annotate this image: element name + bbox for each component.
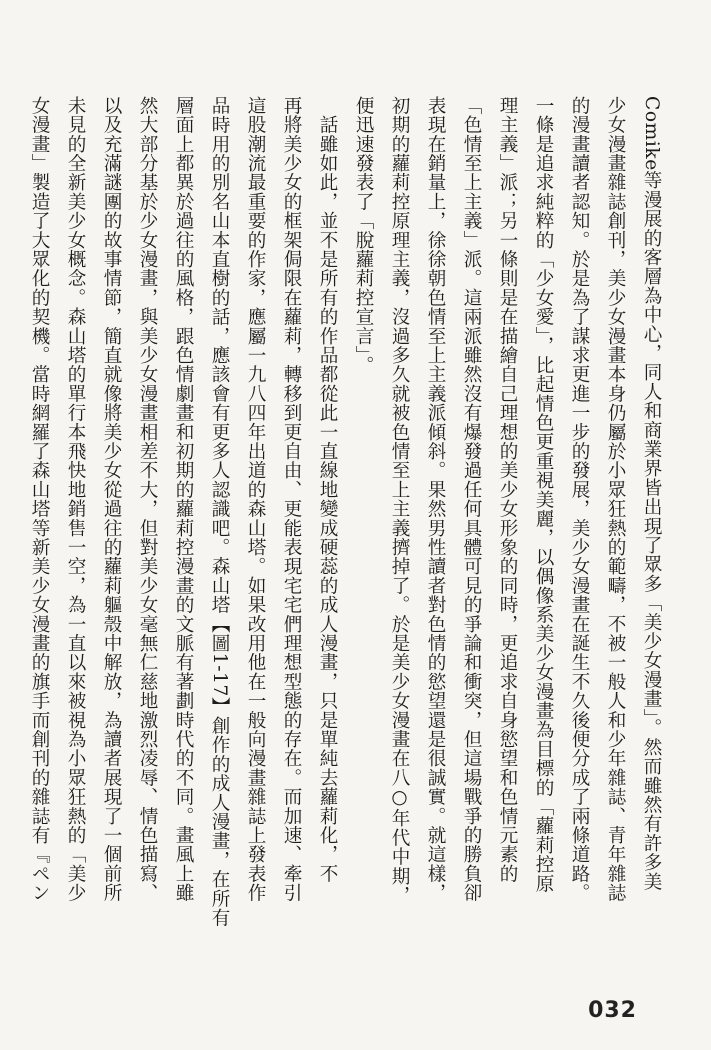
text-column: 然大部分基於少女漫畫，與美少女漫畫相差不大，但對美少女毫無仁慈地激烈凌辱、情色描寫、	[137, 96, 158, 903]
text-column: 便迅速發表了「脫蘿莉控宣言」。	[353, 96, 374, 375]
text-column: 層面上都異於過往的風格，跟色情劇畫和初期的蘿莉控漫畫的文脈有著劃時代的不同。畫風上雖	[173, 96, 194, 903]
text-column: 少女漫畫雜誌創刊，美少女漫畫本身仍屬於小眾狂熱的範疇，不被一般人和少年雜誌、青年雜誌	[605, 96, 626, 903]
text-column: Comike等漫展的客層為中心，同人和商業界皆出現了眾多「美少女漫畫」。然而雖然有許多美	[641, 96, 662, 892]
body-text	[0, 96, 711, 946]
text-column: 話雖如此，並不是所有的作品都從此一直線地變成硬蕊的成人漫畫，只是單純去蘿莉化，不	[317, 96, 338, 884]
text-column: 以及充滿謎團的故事情節，簡直就像將美少女從過往的蘿莉軀殼中解放，為讀者展現了一個前所	[101, 96, 122, 903]
page-number: 032	[588, 998, 637, 1023]
text-column: 女漫畫」製造了大眾化的契機。當時網羅了森山塔等新美少女漫畫的旗手而創刊的雜誌有『ペン	[29, 96, 50, 903]
text-column: 未見的全新美少女概念。森山塔的單行本飛快地銷售一空，為一直以來被視為小眾狂熱的「美少	[65, 96, 86, 903]
text-column: 表現在銷量上，徐徐朝色情至上主義派傾斜。果然男性讀者對色情的慾望還是很誠實。就這樣，	[425, 96, 446, 903]
text-column: 初期的蘿莉控原理主義，沒過多久就被色情至上主義擠掉了。於是美少女漫畫在八○年代中期，	[389, 96, 410, 905]
text-column: 這股潮流最重要的作家，應屬一九八四年出道的森山塔。如果改用他在一般向漫畫雜誌上發表作	[245, 96, 266, 903]
text-column: 「色情至上主義」派。這兩派雖然沒有爆發過任何具體可見的爭論和衝突，但這場戰爭的勝負卻	[461, 96, 482, 903]
text-column: 理主義」派；另一條則是在描繪自己理想的美少女形象的同時，更追求自身慾望和色情元素的	[497, 96, 518, 884]
text-column: 品時用的別名山本直樹的話，應該會有更多人認識吧。森山塔【圖1-17】創作的成人漫畫，在所有	[209, 96, 230, 928]
text-column: 的漫畫讀者認知。於是為了謀求更進一步的發展，美少女漫畫在誕生不久後便分成了兩條道路。	[569, 96, 590, 903]
text-column: 再將美少女的框架侷限在蘿莉，轉移到更自由、更能表現宅宅們理想型態的存在。而加速、牽引	[281, 96, 302, 903]
text-column: 一條是追求純粹的「少女愛」，比起情色更重視美麗，以偶像系美少女漫畫為目標的「蘿莉控原	[533, 96, 554, 894]
